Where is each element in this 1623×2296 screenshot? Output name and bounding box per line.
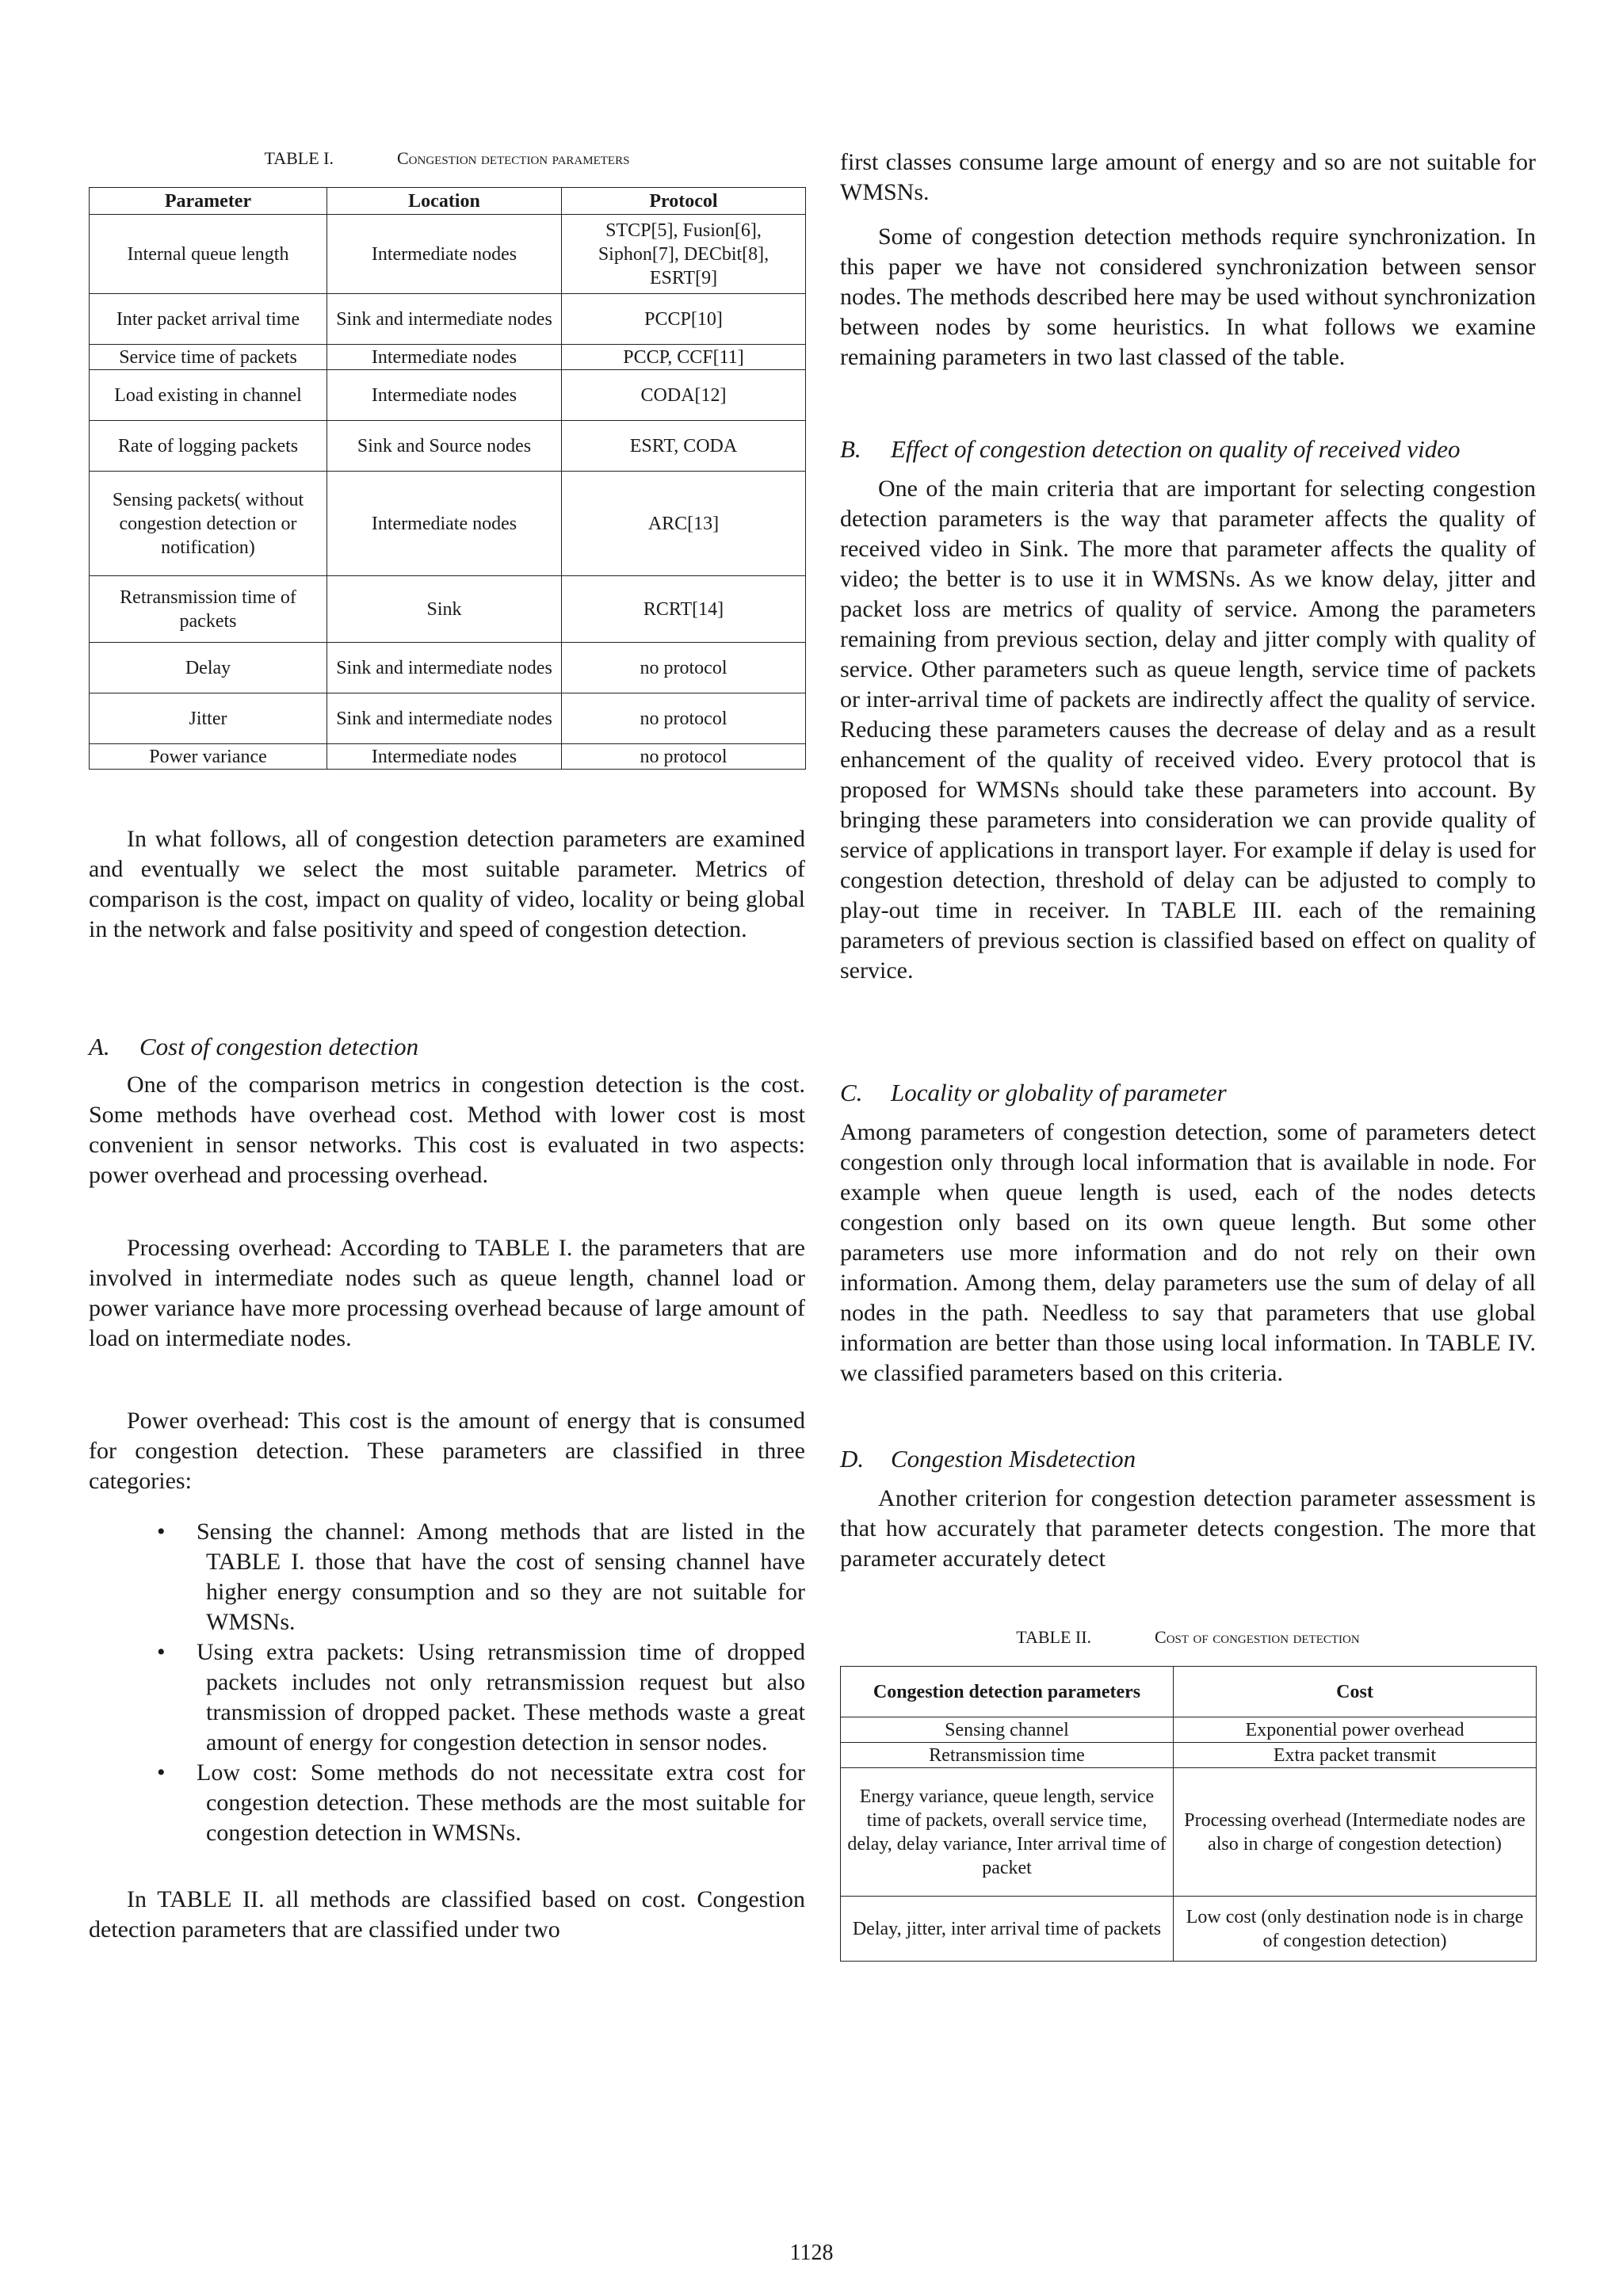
table2-label: TABLE II. bbox=[1016, 1627, 1092, 1647]
table1-title: Congestion detection parameters bbox=[396, 148, 630, 168]
table-row bbox=[90, 370, 806, 421]
table-cell: no protocol bbox=[562, 744, 806, 770]
section-a-title: Cost of congestion detection bbox=[139, 1033, 419, 1060]
table-cell: Retransmission time of packets bbox=[90, 576, 327, 643]
table-cell: CODA[12] bbox=[562, 370, 806, 421]
table-row bbox=[841, 1743, 1537, 1768]
table-cell: Inter packet arrival time bbox=[90, 294, 327, 345]
table-cell: ESRT, CODA bbox=[562, 421, 806, 472]
table-cell: Low cost (only destination node is in charge of congestion detection) bbox=[1174, 1897, 1537, 1962]
bullet-icon: • bbox=[157, 1519, 166, 1545]
table1-header-row bbox=[90, 188, 806, 215]
table-row bbox=[90, 472, 806, 576]
table-cell: Intermediate nodes bbox=[327, 370, 562, 421]
table-cell: Sink and intermediate nodes bbox=[327, 693, 562, 744]
section-b-letter: B. bbox=[840, 435, 861, 463]
table-cell: STCP[5], Fusion[6], Siphon[7], DECbit[8], ESRT[9] bbox=[562, 215, 806, 294]
table2 bbox=[840, 1666, 1537, 1962]
table1-header-cell: Protocol bbox=[562, 188, 806, 215]
paragraph-b1: One of the main criteria that are important for selecting congestion detection parameters is the way that parameter affects the quality of received video in Sink. The more that parameter affects the quality of video; the better is to use it in WMSNs. As we know delay, jitter and packet loss are metrics of quality of service. Among the parameters remaining from previous section, delay and jitter comply with quality of service. Other parameters such as queue length, service time of packets or inter-arrival time of packets are indirectly affect the quality of service. Reducing these parameters causes the decrease of delay and as a result enhancement of the quality of received video. Every protocol that is proposed for WMSNs should take these parameters into account. By bringing these parameters into consideration we can provide quality of service of applications in transport layer. For example if delay is used for congestion detection, threshold of delay can be adjusted to comply to play-out time in receiver. In TABLE III. each of the remaining parameters of previous section is classified based on effect on quality of service. bbox=[840, 476, 1536, 984]
table-cell: PCCP, CCF[11] bbox=[562, 345, 806, 370]
table-row bbox=[90, 744, 806, 770]
paragraph-r2: Some of congestion detection methods require synchronization. In this paper we have not considered synchronization between sensor nodes. The methods described here may be used without synchronization between nodes by some heuristics. In what follows we examine remaining parameters in two last classed of the table. bbox=[840, 223, 1536, 370]
table-row bbox=[90, 215, 806, 294]
table-cell: Intermediate nodes bbox=[327, 345, 562, 370]
table1-header-cell: Parameter bbox=[90, 188, 327, 215]
table-cell: Sensing channel bbox=[841, 1717, 1174, 1743]
table-cell: Extra packet transmit bbox=[1174, 1743, 1537, 1768]
table2-header-cell: Congestion detection parameters bbox=[841, 1667, 1174, 1717]
table-row bbox=[90, 576, 806, 643]
table-row bbox=[90, 421, 806, 472]
section-b-title: Effect of congestion detection on quality of received video bbox=[891, 435, 1461, 463]
table-cell: Sink and intermediate nodes bbox=[327, 643, 562, 693]
paragraph-a2: Processing overhead: According to TABLE I. the parameters that are involved in intermediate nodes such as queue length, channel load or power variance have more processing overhead because of large amount of load on intermediate nodes. bbox=[89, 1235, 805, 1351]
section-a-heading bbox=[89, 1032, 418, 1062]
cost-bullet-list bbox=[89, 1517, 805, 1848]
table-cell: Energy variance, queue length, service time of packets, overall service time, delay, delay variance, Inter arrival time of packet bbox=[841, 1768, 1174, 1897]
paragraph-c1: Among parameters of congestion detection, some of parameters detect congestion only through local information that is available in node. For example when queue length is used, each of the nodes detects congestion only based on its own queue length. But some other parameters use more information and do not rely on their own information. Among them, delay parameters use the sum of delay of all nodes in the path. Needless to say that parameters that use global information are better than those using local information. In TABLE IV. we classified parameters based on this criteria. bbox=[840, 1119, 1536, 1386]
paragraph-a4: In TABLE II. all methods are classified based on cost. Congestion detection parameters that are classified under two bbox=[89, 1886, 805, 1943]
table-cell: Sink and intermediate nodes bbox=[327, 294, 562, 345]
table-cell: Service time of packets bbox=[90, 345, 327, 370]
table-cell: Rate of logging packets bbox=[90, 421, 327, 472]
list-item bbox=[89, 1637, 805, 1758]
table-cell: Internal queue length bbox=[90, 215, 327, 294]
section-c-heading bbox=[840, 1078, 1227, 1108]
section-b-heading bbox=[840, 434, 1461, 464]
list-item bbox=[89, 1517, 805, 1637]
table1-caption bbox=[89, 147, 805, 170]
bullet-text: Low cost: Some methods do not necessitate extra cost for congestion detection. These methods are the most suitable for congestion detection in WMSNs. bbox=[197, 1759, 805, 1846]
paragraph-r1: first classes consume large amount of energy and so are not suitable for WMSNs. bbox=[840, 149, 1536, 205]
table-cell: Jitter bbox=[90, 693, 327, 744]
section-d-title: Congestion Misdetection bbox=[891, 1445, 1136, 1473]
table-cell: Retransmission time bbox=[841, 1743, 1174, 1768]
table-cell: ARC[13] bbox=[562, 472, 806, 576]
table-cell: Sink and Source nodes bbox=[327, 421, 562, 472]
paragraph-a1: One of the comparison metrics in congestion detection is the cost. Some methods have overhead cost. Method with lower cost is most convenient in sensor networks. This cost is evaluated in two aspects: power overhead and processing overhead. bbox=[89, 1072, 805, 1188]
section-d-letter: D. bbox=[840, 1445, 865, 1473]
table2-caption bbox=[840, 1626, 1536, 1648]
bullet-icon: • bbox=[157, 1639, 166, 1665]
table-cell: no protocol bbox=[562, 693, 806, 744]
table-cell: PCCP[10] bbox=[562, 294, 806, 345]
table1-label: TABLE I. bbox=[264, 148, 334, 168]
table1 bbox=[89, 187, 806, 770]
paragraph-a3: Power overhead: This cost is the amount of energy that is consumed for congestion detection. These parameters are classified in three categories: bbox=[89, 1408, 805, 1494]
table-cell: Delay, jitter, inter arrival time of packets bbox=[841, 1897, 1174, 1962]
bullet-icon: • bbox=[157, 1759, 166, 1786]
table-row bbox=[90, 345, 806, 370]
table-row bbox=[841, 1717, 1537, 1743]
table-cell: Load existing in channel bbox=[90, 370, 327, 421]
table-row bbox=[841, 1897, 1537, 1962]
table1-header-cell: Location bbox=[327, 188, 562, 215]
table-cell: no protocol bbox=[562, 643, 806, 693]
table-cell: Power variance bbox=[90, 744, 327, 770]
table-cell: Intermediate nodes bbox=[327, 472, 562, 576]
bullet-text: Sensing the channel: Among methods that are listed in the TABLE I. those that have the cost of sensing channel have higher energy consumption and so they are not suitable for WMSNs. bbox=[197, 1519, 805, 1635]
section-c-title: Locality or globality of parameter bbox=[891, 1079, 1227, 1106]
table-cell: Exponential power overhead bbox=[1174, 1717, 1537, 1743]
table-cell: Intermediate nodes bbox=[327, 215, 562, 294]
paragraph-intro: In what follows, all of congestion detection parameters are examined and eventually we select the most suitable parameter. Metrics of comparison is the cost, impact on quality of video, locality or being global in the network and false positivity and speed of congestion detection. bbox=[89, 826, 805, 942]
table-cell: Delay bbox=[90, 643, 327, 693]
table-cell: Processing overhead (Intermediate nodes are also in charge of congestion detection) bbox=[1174, 1768, 1537, 1897]
section-a-letter: A. bbox=[89, 1033, 110, 1060]
page-number: 1128 bbox=[789, 2241, 834, 2265]
table-cell: Sensing packets( without congestion detection or notification) bbox=[90, 472, 327, 576]
table-row bbox=[90, 643, 806, 693]
section-d-heading bbox=[840, 1444, 1136, 1474]
bullet-text: Using extra packets: Using retransmission time of dropped packets includes not only retransmission request but also transmission of dropped packet. These methods waste a great amount of energy for congestion detection in sensor nodes. bbox=[197, 1639, 805, 1755]
table-cell: Intermediate nodes bbox=[327, 744, 562, 770]
paragraph-d1: Another criterion for congestion detection parameter assessment is that how accurately that parameter detects congestion. The more that parameter accurately detect bbox=[840, 1485, 1536, 1572]
section-c-letter: C. bbox=[840, 1079, 863, 1106]
table-row bbox=[90, 693, 806, 744]
table-cell: Sink bbox=[327, 576, 562, 643]
table2-header-cell: Cost bbox=[1174, 1667, 1537, 1717]
table-row bbox=[90, 294, 806, 345]
list-item bbox=[89, 1758, 805, 1848]
table-row bbox=[841, 1768, 1537, 1897]
table2-header-row bbox=[841, 1667, 1537, 1717]
table-cell: RCRT[14] bbox=[562, 576, 806, 643]
table2-title: Cost of congestion detection bbox=[1155, 1627, 1360, 1647]
